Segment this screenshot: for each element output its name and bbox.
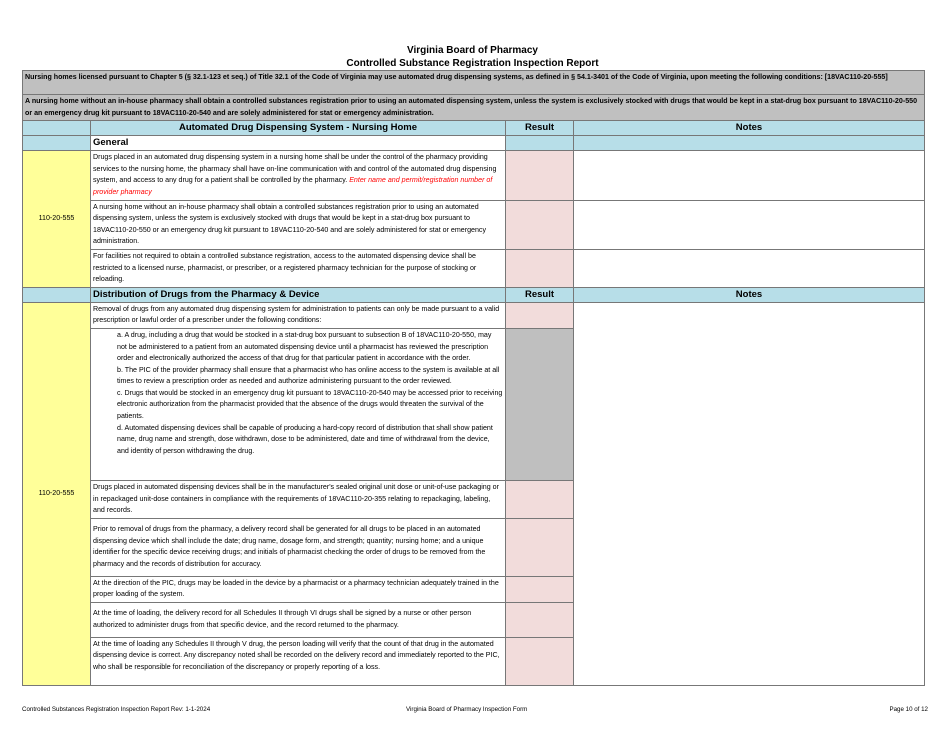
result-cell[interactable] xyxy=(506,637,574,685)
condition-item: c. Drugs that would be stocked in an emergency drug kit pursuant to 18VAC110-20-540 may be accessed prior to receiving electronic authorization from the pharmacist provided that the absence of the drugs would threaten the survival of the patients. xyxy=(117,388,503,421)
result-cell[interactable] xyxy=(506,518,574,576)
requirement-text: Prior to removal of drugs from the pharmacy, a delivery record shall be generated for all drugs to be placed in an automated dispensing device which shall include the date; drug name, dosage form, and strength; quantity; nursing home; and a unique identifier for the specific device receiving drugs; and initials of pharmacist checking the order of drugs to be removed from the pharmacy and the records of distribution for accuracy. xyxy=(91,518,506,576)
table-header-notes: Notes xyxy=(574,121,925,136)
result-cell[interactable] xyxy=(506,576,574,602)
result-cell[interactable] xyxy=(506,151,574,200)
notes-cell[interactable] xyxy=(574,151,925,200)
footer-left: Controlled Substances Registration Inspection Report Rev: 1-1-2024 xyxy=(22,706,211,713)
requirement-text: Removal of drugs from any automated drug dispensing system for administration to patients can only be made pursuant to a valid prescription or lawful order of a prescriber under the following conditions: xyxy=(91,302,506,328)
table-header-result: Result xyxy=(506,121,574,136)
table-header-title: Automated Drug Dispensing System - Nursing Home xyxy=(91,121,506,136)
page-title: Virginia Board of Pharmacy xyxy=(407,45,538,56)
section-notes-blank xyxy=(574,136,925,151)
footer-page-number: Page 10 of 12 xyxy=(889,706,928,713)
result-cell-disabled xyxy=(506,328,574,480)
result-cell[interactable] xyxy=(506,200,574,249)
requirement-text: For facilities not required to obtain a controlled substance registration, access to the automated dispensing device shall be restricted to a licensed nurse, pharmacist, or prescriber, or a registered pharmacy technician for the purpose of stocking or reloading. xyxy=(91,249,506,287)
section-title-general: General xyxy=(91,136,506,151)
condition-item: b. The PIC of the provider pharmacy shall ensure that a pharmacist who has online access to the system is available at all times to review a prescription order as needed and authorize administering pursuant to the order reviewed. xyxy=(117,365,500,386)
result-cell[interactable] xyxy=(506,302,574,328)
requirement-instruction: Enter name and permit/registration number of provider pharmacy xyxy=(93,176,493,196)
result-cell[interactable] xyxy=(506,249,574,287)
requirement-text: At the direction of the PIC, drugs may be loaded in the device by a pharmacist or a pharmacy technician adequately trained in the proper loading of the system. xyxy=(91,576,506,602)
regulation-cell: 110-20-555 xyxy=(23,151,91,288)
condition-list xyxy=(91,328,506,480)
section-blank-cell xyxy=(23,287,91,302)
requirement-text: At the time of loading any Schedules II through V drug, the person loading will verify that the count of that drug in the automated dispensing device is correct. Any discrepancy noted shall be recorded on the delivery record and immediately reported to the PIC, who shall be responsible for reconciliation of the discrepancy or properly reporting of a loss. xyxy=(91,637,506,685)
intro-line-1: Nursing homes licensed pursuant to Chapter 5 (§ 32.1-123 et seq.) of Title 32.1 of the Code of Virginia may use automated drug dispensing systems, as defined in § 54.1-3401 of the Code of Virginia, upon meeting the following conditions: [18VAC110-20-555] xyxy=(23,71,925,95)
notes-cell[interactable] xyxy=(574,249,925,287)
notes-cell[interactable] xyxy=(574,302,925,685)
section-title-distribution: Distribution of Drugs from the Pharmacy & Device xyxy=(91,287,506,302)
result-cell[interactable] xyxy=(506,480,574,518)
regulation-cell: 110-20-555 xyxy=(23,302,91,685)
requirement-text: A nursing home without an in-house pharmacy shall obtain a controlled substances registration prior to using an automated dispensing system, unless the system is exclusively stocked with drugs that would be kept in a stat-drug box pursuant to 18VAC110-20-550 or an emergency drug kit pursuant to 18VAC110-20-540 and are solely administered for stat or emergency administration. xyxy=(91,200,506,249)
section-blank-cell xyxy=(23,136,91,151)
footer-center: Virginia Board of Pharmacy Inspection Form xyxy=(406,706,528,713)
section-header-result: Result xyxy=(506,287,574,302)
requirement-body: Drugs placed in an automated drug dispensing system in a nursing home shall be under the control of the pharmacy providing services to the nursing home, the pharmacy shall have on-line communication with and control of the automated drug dispensing system, and access to any drug for a patient shall be controlled by the pharmacy. xyxy=(93,153,497,185)
requirement-text: At the time of loading, the delivery record for all Schedules II through VI drugs shall be signed by a nurse or other person authorized to administer drugs from that specific device, and the record returned to the pharmacy. xyxy=(91,602,506,637)
condition-item: a. A drug, including a drug that would be stocked in a stat-drug box pursuant to subsection B of 18VAC110-20-550, may not be administered to a patient from an automated dispensing device until a pharmacist has reviewed the prescription order and electronically authorized the access of that drug for that particular patient in accordance with the order. xyxy=(117,330,492,363)
page-subtitle: Controlled Substance Registration Inspection Report xyxy=(346,58,599,69)
page-title-block xyxy=(0,44,945,70)
requirement-text xyxy=(91,151,506,200)
requirement-text: Drugs placed in automated dispensing devices shall be in the manufacturer's sealed original unit dose or unit-of-use packaging or in repackaged unit-dose containers in compliance with the requirements of 18VAC110-20-355 relating to repackaging, labeling, and records. xyxy=(91,480,506,518)
inspection-table xyxy=(22,70,925,686)
section-header-notes: Notes xyxy=(574,287,925,302)
intro-line-2: A nursing home without an in-house pharmacy shall obtain a controlled substances registration prior to using an automated dispensing system, unless the system is exclusively stocked with drugs that would be kept in a stat-drug box pursuant to 18VAC110-20-550 or an emergency drug kit pursuant to 18VAC110-20-540 and are solely administered for stat or emergency administration. xyxy=(23,95,925,121)
result-cell[interactable] xyxy=(506,602,574,637)
condition-item: d. Automated dispensing devices shall be capable of producing a hard-copy record of distribution that shall show patient name, drug name and strength, dose withdrawn, dose to be administered, date and time of withdrawal from the device, and identity of person withdrawing the drug. xyxy=(117,423,493,455)
notes-cell[interactable] xyxy=(574,200,925,249)
header-blank-cell xyxy=(23,121,91,136)
section-result-blank xyxy=(506,136,574,151)
